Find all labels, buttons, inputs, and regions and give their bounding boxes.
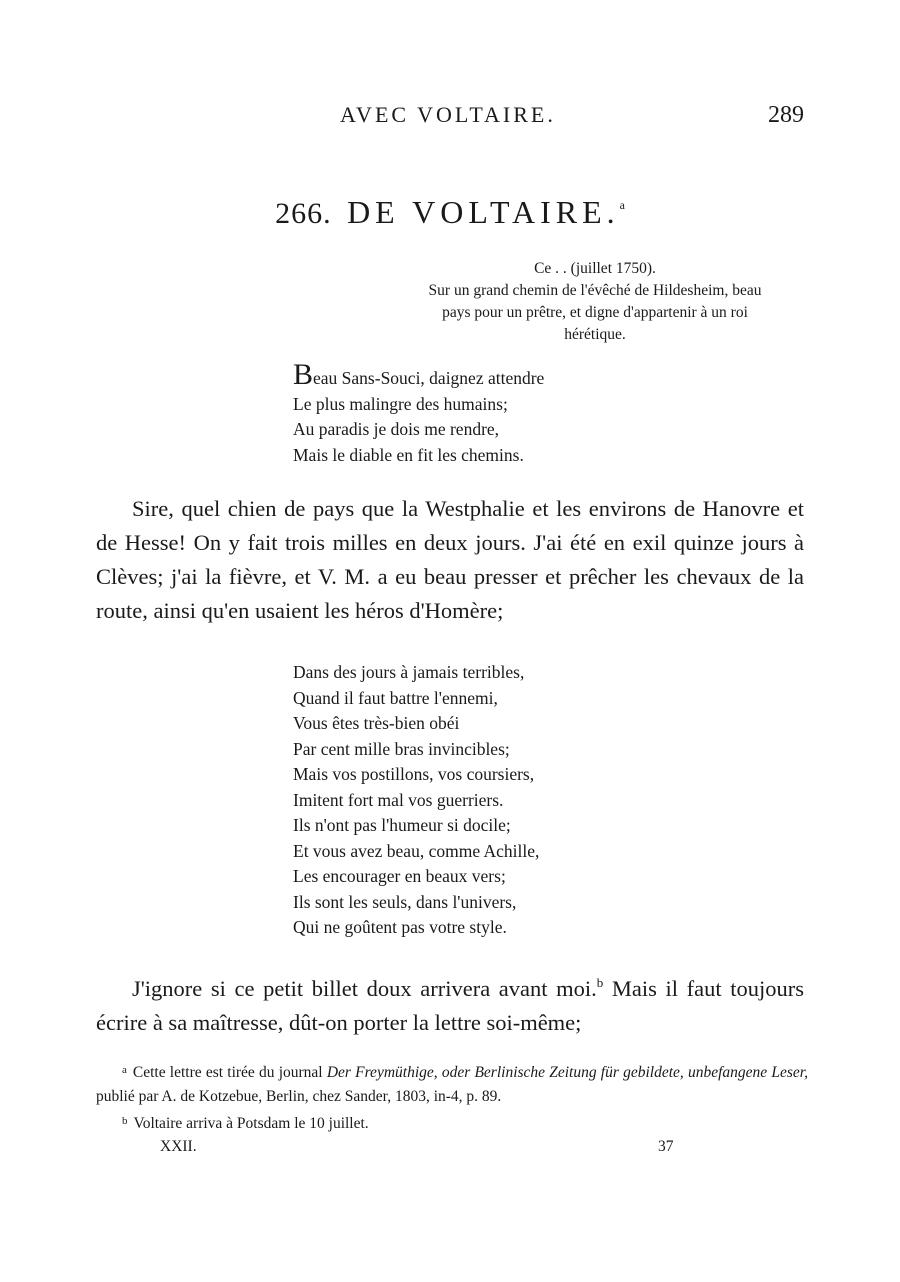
footnote-text: publié par A. de Kotzebue, Berlin, chez Sander, 1803, in-4, p. 89.	[96, 1088, 502, 1105]
paragraph-text-part: J'ignore si ce petit billet doux arrivera avant moi.	[132, 976, 597, 1001]
verse-line: Par cent mille bras invincibles;	[293, 738, 510, 759]
verse-line: Dans des jours à jamais terribles,	[293, 662, 525, 682]
verse-line: Qui ne goûtent pas votre style.	[293, 917, 507, 937]
body-paragraph-1	[96, 492, 804, 628]
verse-line: Quand il faut battre l'ennemi,	[293, 687, 498, 708]
sheet-number: 37	[658, 1138, 674, 1155]
footnote-ref-a[interactable]: a	[619, 198, 625, 212]
verse-line	[293, 358, 545, 392]
footnote-b	[96, 1109, 808, 1136]
drop-cap: B	[293, 358, 314, 391]
page-number: 289	[768, 102, 804, 128]
volume-signature: XXII.	[160, 1138, 197, 1155]
opening-verse	[293, 358, 545, 468]
running-head	[0, 100, 900, 130]
body-paragraph-2	[96, 966, 804, 1040]
footnotes	[96, 1058, 808, 1136]
verse-line: Le plus malingre des humains;	[293, 393, 508, 414]
verse-line: Ils n'ont pas l'humeur si docile;	[293, 815, 511, 835]
page-footer	[0, 1138, 900, 1162]
letter-number: 266.	[275, 197, 332, 230]
footnote-text: Voltaire arriva à Potsdam le 10 juillet.	[133, 1115, 369, 1132]
verse-line: Imitent fort mal vos guerriers.	[293, 789, 504, 810]
dateline-line: hérétique.	[564, 326, 626, 343]
verse-line-text: eau Sans-Souci, daignez attendre	[313, 368, 545, 388]
running-title: AVEC VOLTAIRE.	[340, 102, 556, 127]
dateline-line: pays pour un prêtre, et digne d'appartenir à un roi	[442, 304, 748, 321]
dateline-line: Ce . . (juillet 1750).	[534, 260, 656, 277]
verse-line: Et vous avez beau, comme Achille,	[293, 840, 540, 861]
verse-line: Vous êtes très-bien obéi	[293, 713, 460, 733]
verse-line: Mais le diable en fit les chemins.	[293, 444, 524, 465]
paragraph-text-part: Mais il faut toujours écrire à sa maîtresse, dût-on porter la lettre soi-même;	[96, 976, 805, 1035]
letter-title: DE VOLTAIRE.	[347, 194, 620, 230]
footnote-text: Cette lettre est tirée du journal	[132, 1064, 327, 1081]
journal-title: Der Freymüthige, oder Berlinische Zeitung für gebildete, unbefangene Leser,	[326, 1064, 808, 1081]
letter-heading	[0, 194, 900, 231]
footnote-a	[96, 1058, 808, 1109]
verse-line: Mais vos postillons, vos coursiers,	[293, 764, 535, 784]
dateline-line: Sur un grand chemin de l'évêché de Hildesheim, beau	[428, 282, 762, 299]
verse-line: Les encourager en beaux vers;	[293, 866, 506, 886]
footnote-ref-b[interactable]: b	[596, 975, 604, 990]
verse-line: Au paradis je dois me rendre,	[293, 419, 500, 439]
dateline	[380, 258, 810, 346]
inset-verse	[293, 660, 539, 941]
footnote-mark: b	[122, 1115, 128, 1127]
paragraph-text	[96, 966, 804, 1040]
footnote-mark: a	[122, 1064, 127, 1076]
verse-line: Ils sont les seuls, dans l'univers,	[293, 891, 517, 912]
paragraph-text: Sire, quel chien de pays que la Westphalie et les environs de Hanovre et de Hesse! On y fait trois milles en deux jours. J'ai été en exil quinze jours à Clèves; j'ai la fièvre, et V. M. a eu beau presser et prêcher les chevaux de la route, ainsi qu'en usaient les héros d'Homère;	[96, 496, 804, 623]
